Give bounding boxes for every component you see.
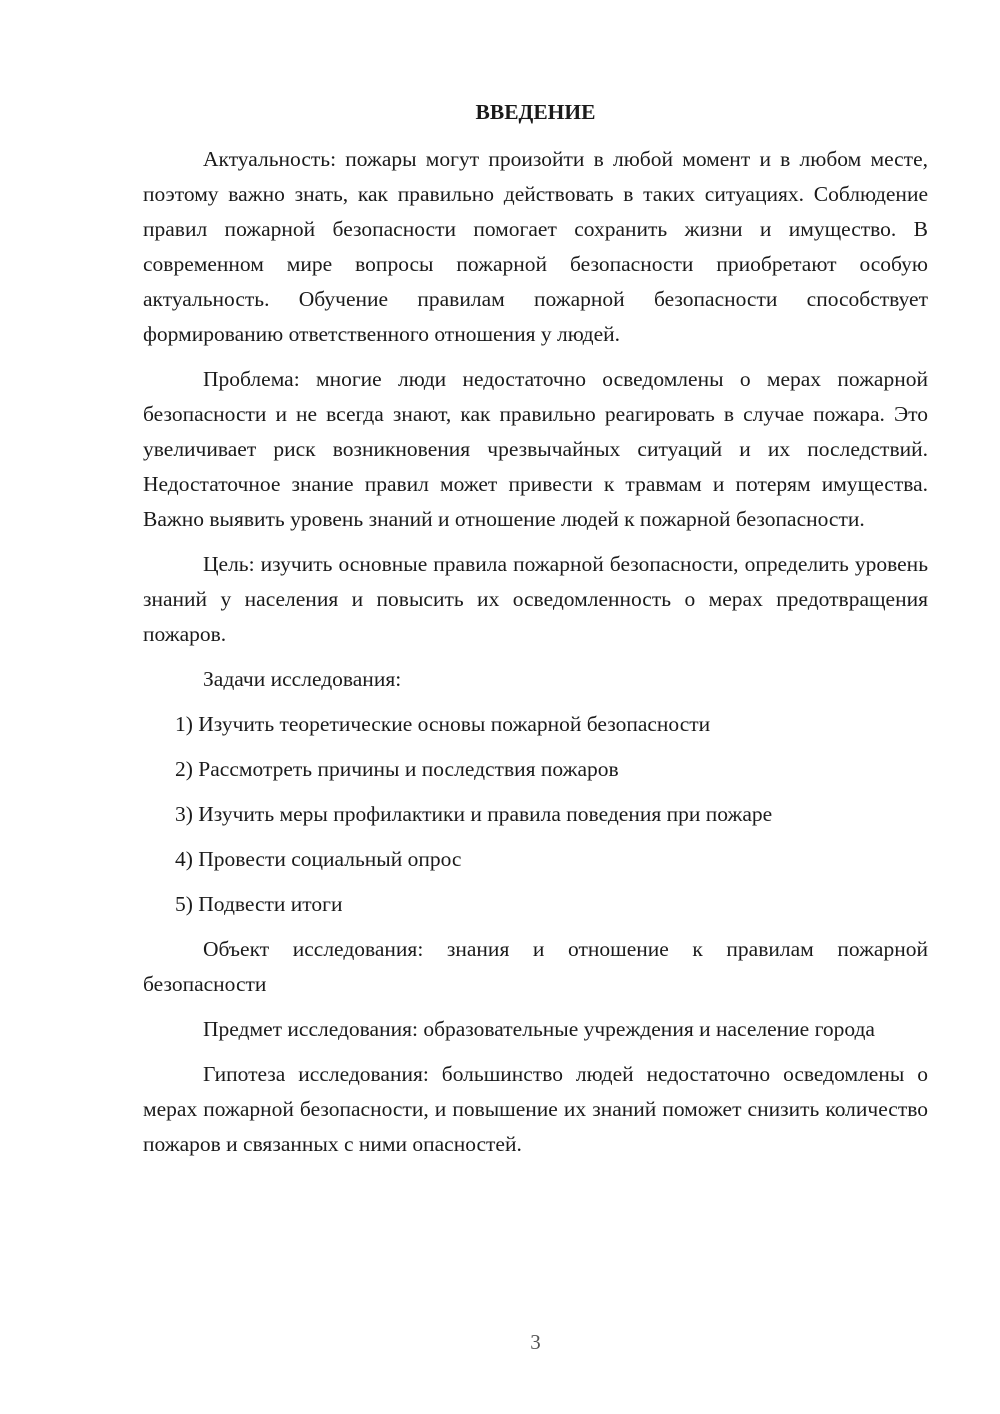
goal-paragraph: Цель: изучить основные правила пожарной безопасности, определить уровень знаний у населения и повысить их осведомленность о мерах предотвращения пожаров. <box>143 552 928 646</box>
page-title: ВВЕДЕНИЕ <box>475 100 596 124</box>
document-page <box>143 95 928 1172</box>
relevance-paragraph: Актуальность: пожары могут произойти в любой момент и в любом месте, поэтому важно знать, как правильно действовать в таких ситуациях. Соблюдение правил пожарной безопасности помогает сохранить жизни и имущество. В современном мире вопросы пожарной безопасности приобретают особую актуальность. Обучение правилам пожарной безопасности способствует формированию ответственного отношения у людей. <box>143 147 928 346</box>
tasks-title: Задачи исследования: <box>203 667 402 691</box>
list-item: 4) Провести социальный опрос <box>175 847 462 871</box>
list-item: 5) Подвести итоги <box>175 892 343 916</box>
list-item: 2) Рассмотреть причины и последствия пожаров <box>175 757 619 781</box>
page-number: 3 <box>530 1330 541 1354</box>
list-item: 3) Изучить меры профилактики и правила поведения при пожаре <box>175 802 773 826</box>
list-item: 1) Изучить теоретические основы пожарной безопасности <box>175 712 711 736</box>
hypothesis-paragraph: Гипотеза исследования: большинство людей недостаточно осведомлены о мерах пожарной безопасности, и повышение их знаний поможет снизить количество пожаров и связанных с ними опасностей. <box>143 1062 928 1156</box>
tasks-list <box>143 707 928 922</box>
problem-paragraph: Проблема: многие люди недостаточно осведомлены о мерах пожарной безопасности и не всегда знают, как правильно реагировать в случае пожара. Это увеличивает риск возникновения чрезвычайных ситуаций и их последствий. Недостаточное знание правил может привести к травмам и потерям имущества. Важно выявить уровень знаний и отношение людей к пожарной безопасности. <box>143 367 928 531</box>
object-paragraph: Объект исследования: знания и отношение к правилам пожарной безопасности <box>143 937 928 996</box>
subject-paragraph: Предмет исследования: образовательные учреждения и население города <box>203 1017 875 1041</box>
